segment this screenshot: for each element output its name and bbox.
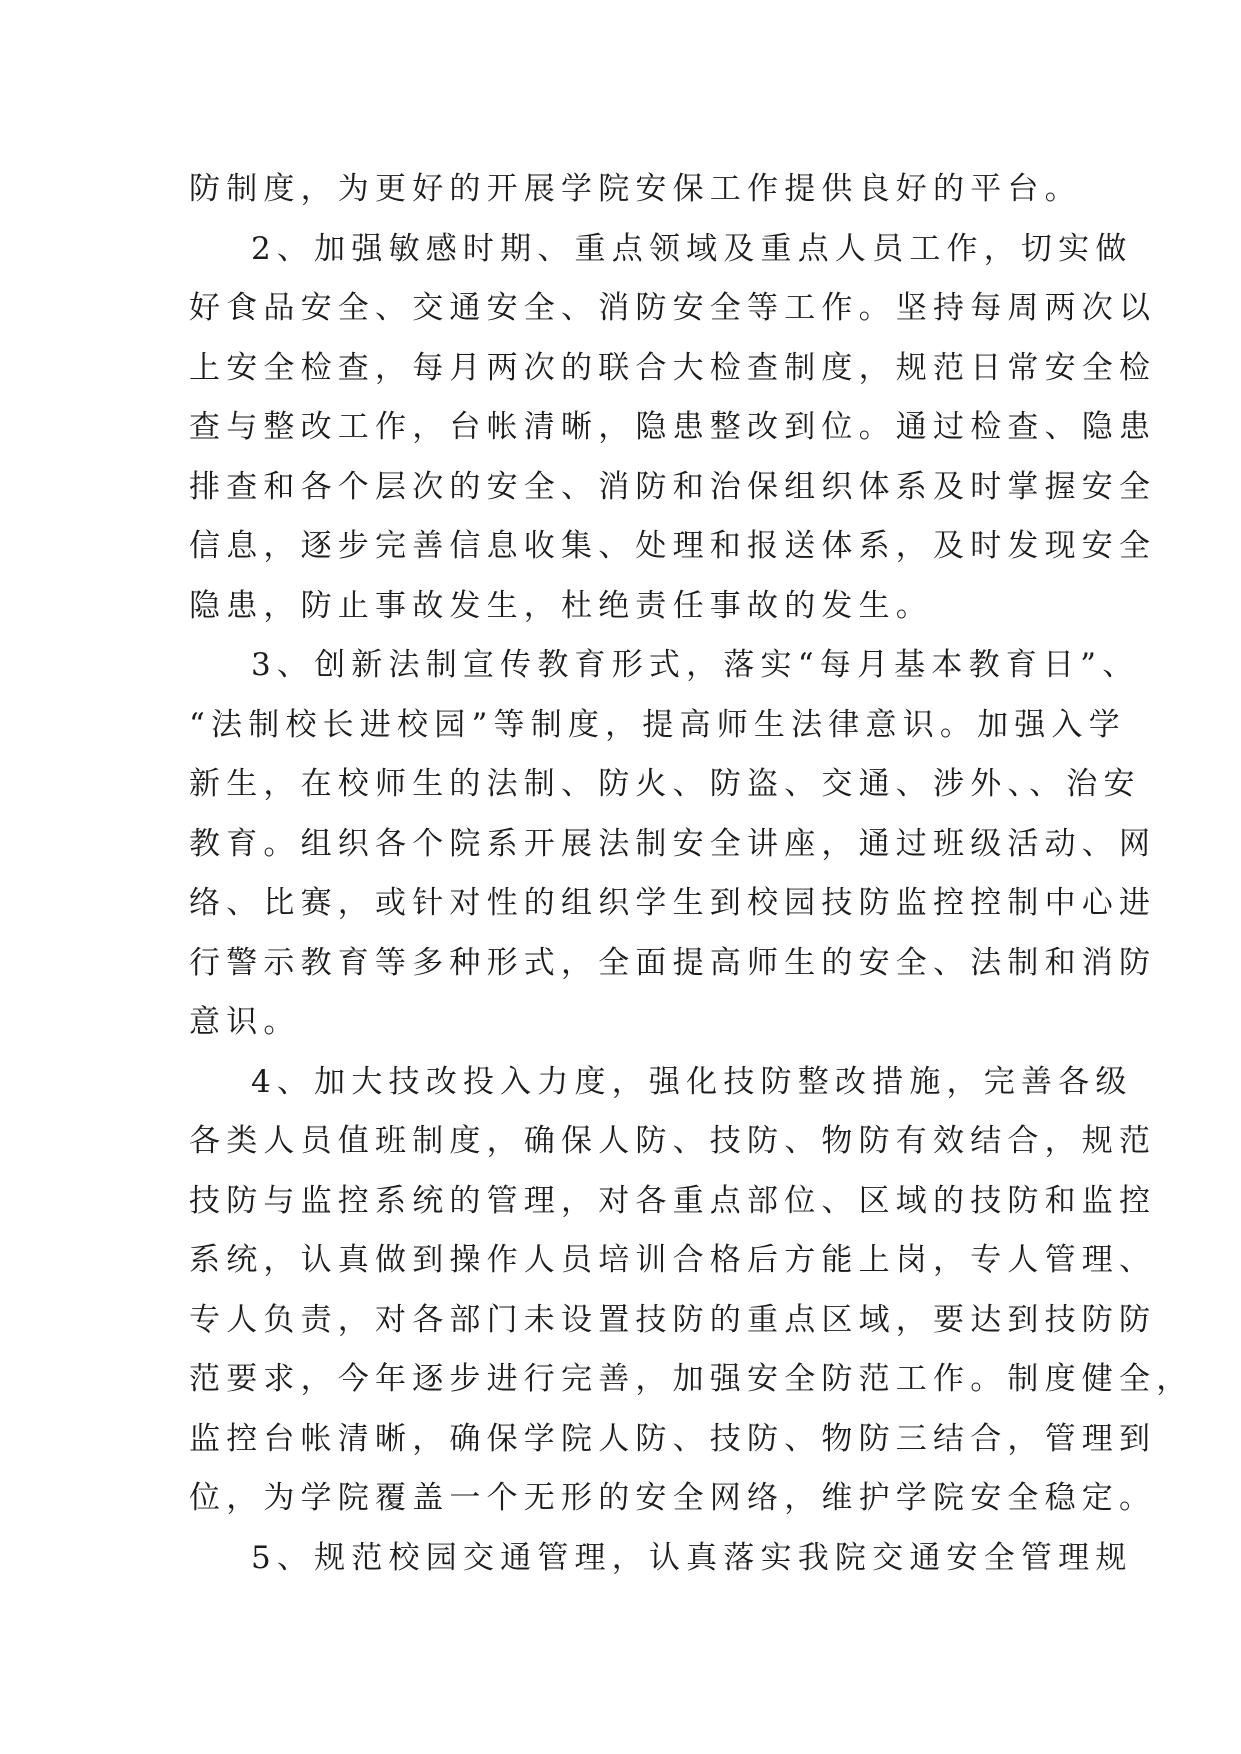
text-line: 隐患，防止事故发生，杜绝责任事故的发生。: [189, 587, 933, 624]
paragraph: [189, 220, 1157, 637]
paragraph: [189, 1053, 1194, 1529]
text-line: 位，为学院覆盖一个无形的安全网络，维护学院安全稳定。: [189, 1480, 1157, 1516]
text-line: 意识。: [189, 1004, 301, 1040]
document-body: [189, 160, 1194, 1588]
text-line: 好食品安全、交通安全、消防安全等工作。坚持每周两次以: [189, 290, 1157, 326]
text-line: 新生，在校师生的法制、防火、防盗、交通、涉外、、治安: [189, 766, 1141, 802]
text-line: 教育。组织各个院系开展法制安全讲座，通过班级活动、网: [189, 825, 1157, 862]
text-line: 5、规范校园交通管理，认真落实我院交通安全管理规: [251, 1539, 1133, 1576]
text-line: 信息，逐步完善信息收集、处理和报送体系，及时发现安全: [189, 528, 1157, 564]
text-line: 查与整改工作，台帐清晰，隐患整改到位。通过检查、隐患: [189, 409, 1157, 445]
text-line: 3、创新法制宣传教育形式，落实“每月基本教育日”、: [251, 647, 1140, 683]
paragraph: [189, 160, 1082, 220]
text-line: 络、比赛，或针对性的组织学生到校园技防监控控制中心进: [189, 885, 1157, 921]
text-line: 上安全检查，每月两次的联合大检查制度，规范日常安全检: [189, 349, 1157, 386]
text-line: 监控台帐清晰，确保学院人防、技防、物防三结合，管理到: [189, 1420, 1157, 1457]
text-line: 技防与监控系统的管理，对各重点部位、区域的技防和监控: [189, 1182, 1157, 1219]
paragraph: [189, 1529, 1133, 1589]
text-line: 各类人员值班制度，确保人防、技防、物防有效结合，规范: [189, 1123, 1157, 1159]
text-line: 行警示教育等多种形式，全面提高师生的安全、法制和消防: [189, 944, 1157, 981]
text-line: 防制度，为更好的开展学院安保工作提供良好的平台。: [189, 171, 1082, 207]
text-line: 4、加大技改投入力度，强化技防整改措施，完善各级: [251, 1063, 1133, 1100]
text-line: “法制校长进校园”等制度，提高师生法律意识。加强入学: [189, 706, 1126, 743]
text-line: 系统，认真做到操作人员培训合格后方能上岗，专人管理、: [189, 1242, 1157, 1278]
text-line: 专人负责，对各部门未设置技防的重点区域，要达到技防防: [189, 1301, 1157, 1338]
text-line: 2、加强敏感时期、重点领域及重点人员工作，切实做: [251, 230, 1133, 267]
text-line: 范要求，今年逐步进行完善，加强安全防范工作。制度健全，: [189, 1361, 1194, 1397]
paragraph: [189, 636, 1157, 1053]
text-line: 排查和各个层次的安全、消防和治保组织体系及时掌握安全: [189, 468, 1157, 505]
